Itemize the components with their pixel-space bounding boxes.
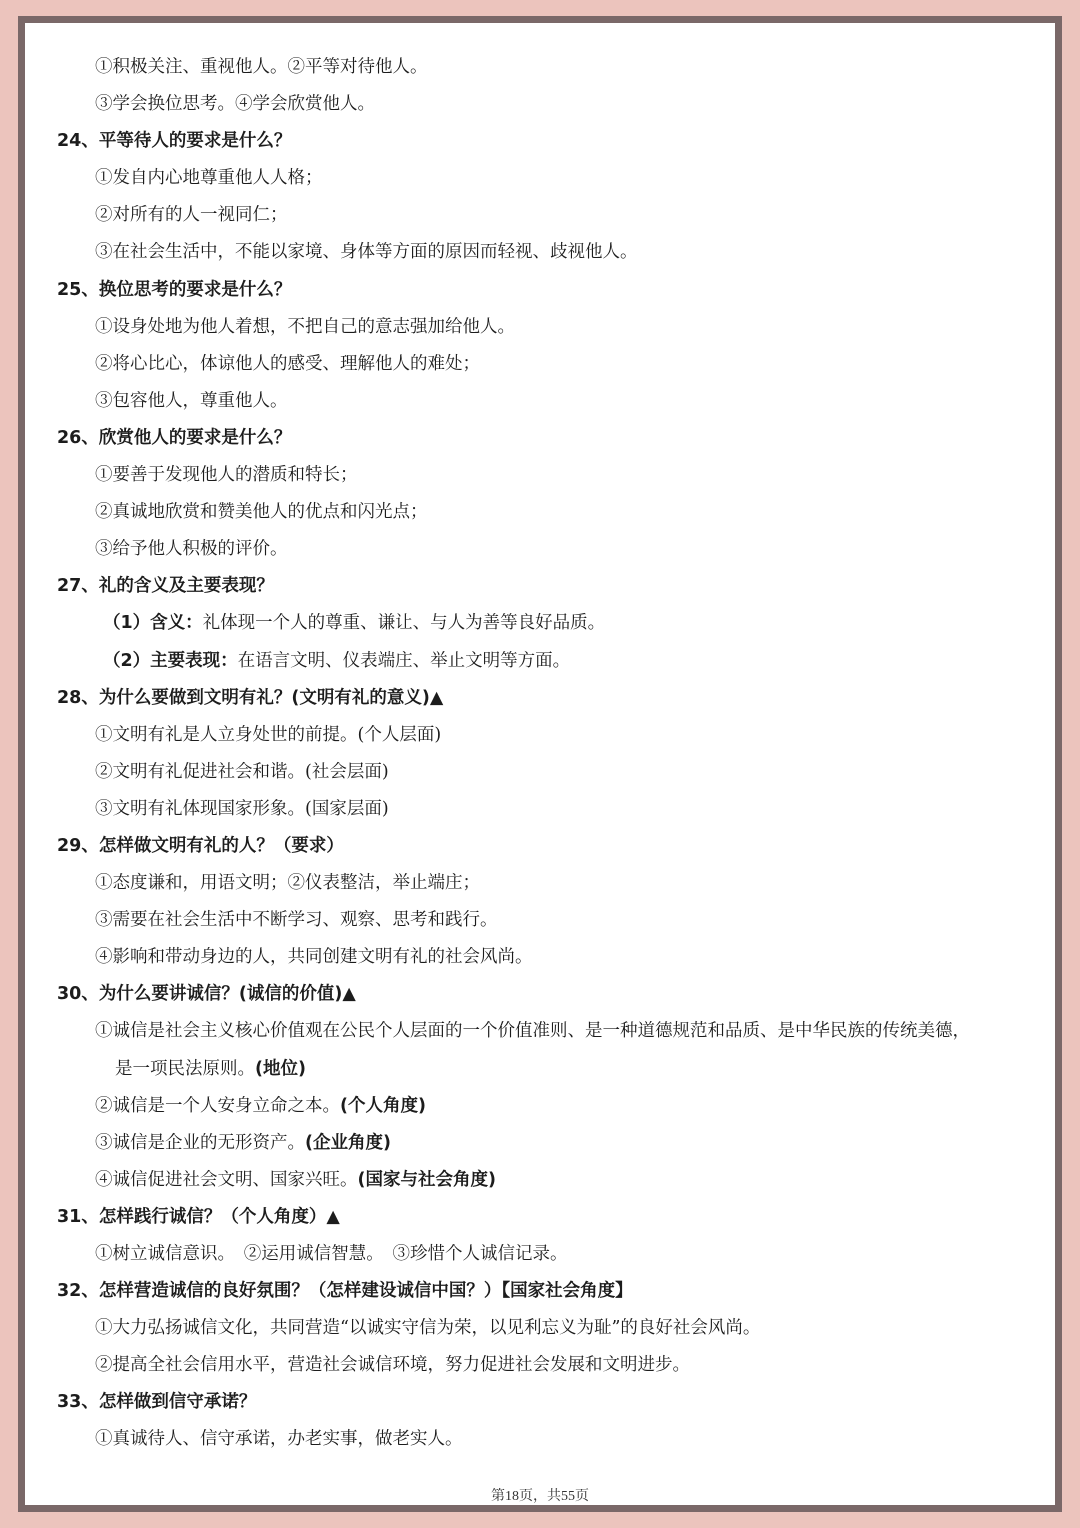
line-text: ②真诚地欣赏和赞美他人的优点和闪光点； bbox=[95, 502, 428, 523]
line-text: ②提高全社会信用水平，营造社会诚信环境，努力促进社会发展和文明进步。 bbox=[95, 1355, 690, 1376]
answer-item bbox=[57, 346, 1035, 383]
question-heading bbox=[57, 1384, 1035, 1421]
answer-item bbox=[57, 494, 1035, 531]
line-text: ③诚信是企业的无形资产。 bbox=[95, 1132, 305, 1153]
answer-item bbox=[57, 49, 1035, 86]
question-heading bbox=[57, 1199, 1035, 1236]
answer-item bbox=[57, 197, 1035, 234]
subitem-text: 在语言文明、仪表端庄、举止文明等方面。 bbox=[237, 650, 571, 671]
page-number: 第18页，共55页 bbox=[491, 1489, 589, 1504]
line-text: 26、欣赏他人的要求是什么？ bbox=[57, 427, 292, 448]
aspect-tag: (个人角度) bbox=[340, 1095, 426, 1116]
line-text: ①要善于发现他人的潜质和特长； bbox=[95, 465, 358, 486]
answer-item bbox=[57, 902, 1035, 939]
answer-item bbox=[57, 457, 1035, 494]
answer-item bbox=[57, 1421, 1035, 1458]
line-text: 28、为什么要做到文明有礼？(文明有礼的意义)▲ bbox=[57, 687, 444, 708]
line-text: 29、怎样做文明有礼的人？（要求） bbox=[57, 835, 344, 856]
line-text: ③给予他人积极的评价。 bbox=[95, 539, 288, 560]
subitem-text: 礼体现一个人的尊重、谦让、与人为善等良好品质。 bbox=[202, 613, 606, 634]
subitem-label: （1）含义： bbox=[103, 613, 203, 634]
answer-subitem bbox=[57, 643, 1035, 680]
answer-subitem bbox=[57, 605, 1035, 642]
line-text: ③在社会生活中，不能以家境、身体等方面的原因而轻视、歧视他人。 bbox=[95, 242, 638, 263]
answer-item bbox=[57, 160, 1035, 197]
aspect-tag: (地位) bbox=[255, 1058, 306, 1079]
line-text: 是一项民法原则。 bbox=[115, 1058, 255, 1079]
line-text: ④诚信促进社会文明、国家兴旺。 bbox=[95, 1169, 358, 1190]
line-text: ①诚信是社会主义核心价值观在公民个人层面的一个价值准则、是一种道德规范和品质、是中华民族的传统美德， bbox=[95, 1021, 970, 1042]
line-text: 27、礼的含义及主要表现？ bbox=[57, 576, 274, 597]
document-body bbox=[57, 49, 1035, 1459]
answer-continuation bbox=[57, 1051, 1035, 1088]
answer-item bbox=[57, 865, 1035, 902]
line-text: ②文明有礼促进社会和谐。(社会层面) bbox=[95, 761, 389, 782]
line-text: 30、为什么要讲诚信？(诚信的价值)▲ bbox=[57, 984, 356, 1005]
line-text: ①发自内心地尊重他人人格； bbox=[95, 168, 323, 189]
line-text: ③学会换位思考。④学会欣赏他人。 bbox=[95, 94, 375, 115]
line-text: ②诚信是一个人安身立命之本。 bbox=[95, 1095, 340, 1116]
answer-item bbox=[57, 1013, 1035, 1050]
question-heading bbox=[57, 976, 1035, 1013]
line-text: ④影响和带动身边的人，共同创建文明有礼的社会风尚。 bbox=[95, 947, 533, 968]
subitem-label: （2）主要表现： bbox=[103, 650, 238, 671]
line-text: ①大力弘扬诚信文化，共同营造“以诚实守信为荣，以见利忘义为耻”的良好社会风尚。 bbox=[95, 1318, 761, 1339]
answer-item bbox=[57, 791, 1035, 828]
page-frame bbox=[18, 16, 1062, 1512]
question-heading bbox=[57, 1273, 1035, 1310]
question-heading bbox=[57, 680, 1035, 717]
line-text: ①真诚待人、信守承诺，办老实事，做老实人。 bbox=[95, 1429, 463, 1450]
line-text: ②对所有的人一视同仁； bbox=[95, 205, 288, 226]
line-text: ③需要在社会生活中不断学习、观察、思考和践行。 bbox=[95, 910, 498, 931]
line-text: ③包容他人，尊重他人。 bbox=[95, 390, 288, 411]
line-text: 33、怎样做到信守承诺？ bbox=[57, 1392, 257, 1413]
aspect-tag: (国家与社会角度) bbox=[357, 1169, 496, 1190]
answer-item bbox=[57, 531, 1035, 568]
answer-item bbox=[57, 1347, 1035, 1384]
question-heading bbox=[57, 420, 1035, 457]
question-heading bbox=[57, 272, 1035, 309]
answer-item bbox=[57, 1310, 1035, 1347]
answer-item bbox=[57, 1236, 1035, 1273]
line-text: ①树立诚信意识。 ②运用诚信智慧。 ③珍惜个人诚信记录。 bbox=[95, 1244, 568, 1264]
answer-item bbox=[57, 234, 1035, 271]
line-text: ①积极关注、重视他人。②平等对待他人。 bbox=[95, 57, 428, 77]
answer-item bbox=[57, 309, 1035, 346]
answer-item bbox=[57, 939, 1035, 976]
question-heading bbox=[57, 828, 1035, 865]
line-text: 24、平等待人的要求是什么？ bbox=[57, 131, 292, 152]
line-text: ①设身处地为他人着想，不把自己的意志强加给他人。 bbox=[95, 316, 515, 337]
line-text: 25、换位思考的要求是什么？ bbox=[57, 279, 292, 300]
question-heading bbox=[57, 568, 1035, 605]
answer-item bbox=[57, 1125, 1035, 1162]
answer-item bbox=[57, 86, 1035, 123]
line-text: ③文明有礼体现国家形象。(国家层面) bbox=[95, 798, 389, 819]
aspect-tag: (企业角度) bbox=[305, 1132, 391, 1153]
line-text: ①态度谦和，用语文明；②仪表整洁，举止端庄； bbox=[95, 873, 480, 894]
answer-item bbox=[57, 754, 1035, 791]
answer-item bbox=[57, 383, 1035, 420]
line-text: 32、怎样营造诚信的良好氛围？（怎样建设诚信中国？）【国家社会角度】 bbox=[57, 1281, 633, 1302]
line-text: ②将心比心，体谅他人的感受、理解他人的难处； bbox=[95, 353, 480, 374]
line-text: 31、怎样践行诚信？（个人角度）▲ bbox=[57, 1206, 340, 1227]
line-text: ①文明有礼是人立身处世的前提。(个人层面) bbox=[95, 724, 442, 745]
answer-item bbox=[57, 1088, 1035, 1125]
answer-item bbox=[57, 1162, 1035, 1199]
answer-item bbox=[57, 717, 1035, 754]
question-heading bbox=[57, 123, 1035, 160]
